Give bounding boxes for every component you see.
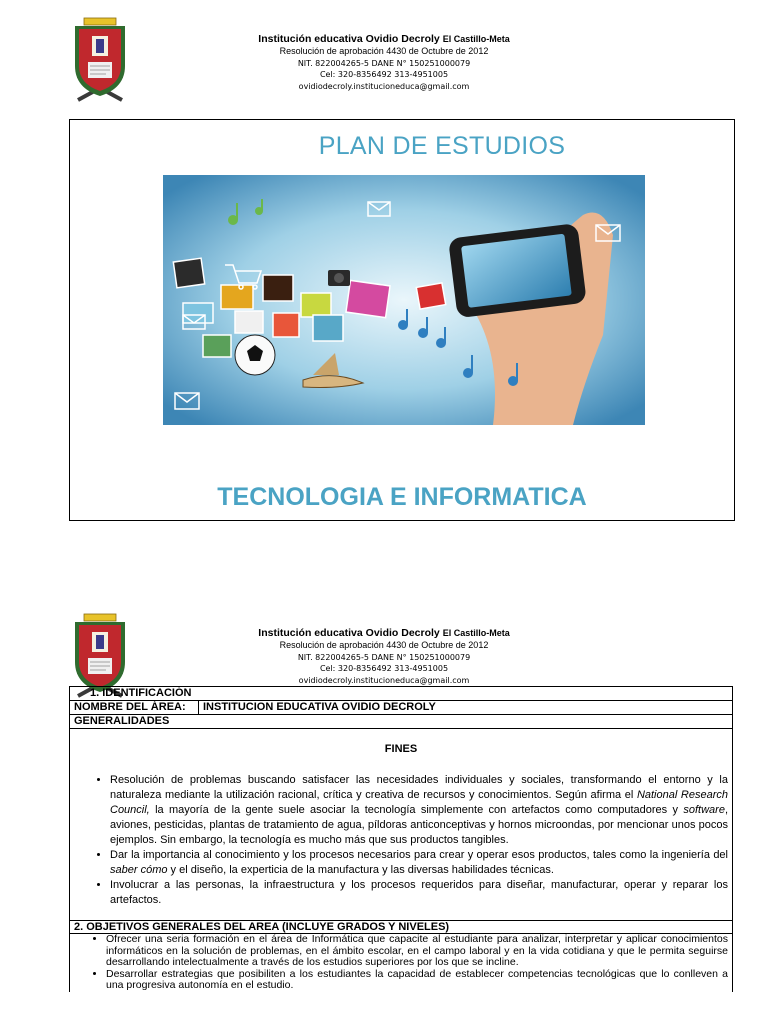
institution-name: Institución educativa Ovidio Decroly El Castillo-Meta [258, 627, 510, 639]
area-value: INSTITUCION EDUCATIVA OVIDIO DECROLY [203, 701, 436, 713]
soccer-ball-icon [235, 335, 275, 375]
fines-list [74, 773, 728, 908]
list-item: • Dar la importancia al conocimiento y los procesos necesarios para crear y operar esos productos, tales como la ingeniería del saber cómo y el diseño, la experticia de la manufactura y las diversas habilidades técnicas. [110, 848, 728, 878]
letterhead [0, 0, 768, 110]
email-text: ovidiodecroly.institucioneduca@gmail.com [298, 81, 470, 91]
section-heading-objetivos: 2. OBJETIVOS GENERALES DEL AREA (INCLUYE GRADOS Y NIVELES) [69, 920, 733, 934]
content-page [0, 608, 768, 1024]
list-item: • Ofrecer una seria formación en el área de Informática que capacite al estudiante para analizar, interpretar y aplicar conocimientos informáticos en la solución de problemas, en el ámbito escolar, en el campo laboral y en la vida cotidiana y que le permita seguirse desarrollando intelectualmente a través de los estudios superiores por los que se incline. [106, 934, 728, 969]
list-item: • Resolución de problemas buscando satisfacer las necesidades individuales y sociales, transformando el entorno y la naturaleza mediante la utilización racional, crítica y creativa de recursos y conocimientos. Según afirma el National Research Council, la mayoría de la gente suele asociar la tecnología simplemente con artefactos como computadores y software, aviones, pesticidas, plantas de tratamiento de agua, píldoras anticonceptivas y hornos microondas, por mencionar unos pocos ejemplos. Sin embargo, la tecnología es mucho más que sus productos tangibles. [110, 773, 728, 848]
section-heading-identificacion: 1. IDENTIFICACIÓN [69, 686, 733, 700]
objectives-list [69, 934, 733, 992]
resolution-text: Resolución de aprobación 4430 de Octubre de 2012 [279, 46, 489, 56]
resolution-text: Resolución de aprobación 4430 de Octubre de 2012 [279, 640, 489, 650]
letterhead-text [230, 33, 538, 92]
letterhead-text [230, 627, 538, 686]
cover-subtitle: TECNOLOGIA E INFORMATICA [217, 483, 587, 511]
generalidades-heading: GENERALIDADES [69, 714, 733, 728]
fines-cell [69, 728, 733, 920]
list-item: • Involucrar a las personas, la infraestructura y los procesos requeridos para diseñar, manufacturar, operar y reparar los artefactos. [110, 878, 728, 908]
area-name-row [69, 700, 733, 714]
identification-table [69, 686, 733, 992]
cover-box [69, 119, 735, 521]
nit-text: NIT. 822004265-5 DANE N° 150251000079 [297, 652, 471, 662]
phone-text: Cel: 320-8356492 313-4951005 [319, 664, 449, 673]
phone-text: Cel: 320-8356492 313-4951005 [319, 70, 449, 79]
camera-icon [328, 270, 350, 286]
cover-title: PLAN DE ESTUDIOS [318, 132, 566, 160]
institution-name: Institución educativa Ovidio Decroly El Castillo-Meta [258, 33, 510, 45]
smartphone-hand-icon [448, 223, 587, 318]
school-seal-icon [70, 16, 130, 104]
nit-text: NIT. 822004265-5 DANE N° 150251000079 [297, 58, 471, 68]
area-label: NOMBRE DEL ÁREA: [70, 701, 199, 714]
technology-illustration [163, 175, 645, 425]
fines-title: FINES [384, 743, 418, 755]
email-text: ovidiodecroly.institucioneduca@gmail.com [298, 675, 470, 685]
list-item: • Desarrollar estrategias que posibiliten a los estudiantes la capacidad de establecer competencias tecnológicas que lo conlleven a una progresiva autonomía en el estudio. [106, 969, 728, 992]
